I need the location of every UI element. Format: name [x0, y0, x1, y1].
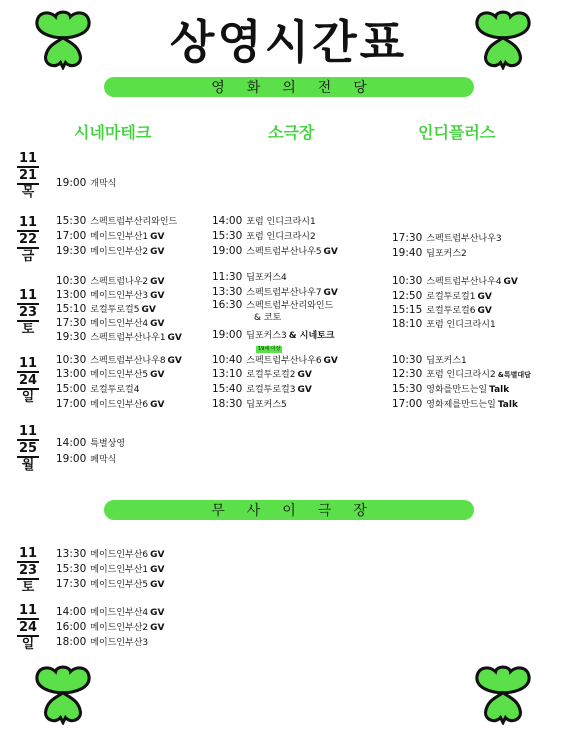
- schedule-entry: 15:40 로컬투로컬3 GV: [212, 383, 312, 395]
- schedule-entry: 19:00 폐막식: [56, 453, 117, 465]
- schedule-entry: 15:15 로컬투로컬6 GV: [392, 304, 492, 316]
- schedule-entry: 15:30 스펙트럼부산리와인드: [56, 215, 178, 227]
- column-header-indieplus: 인디플러스: [418, 123, 496, 142]
- section-title: 영화의전당: [211, 80, 389, 96]
- schedule-entry: 19:00 개막식: [56, 177, 117, 189]
- schedule-entry: 14:00 특별상영: [56, 437, 126, 449]
- schedule-entry: 10:30 스펙트럼부산나우4 GV: [392, 275, 518, 287]
- date-label: 11 23 토: [18, 546, 38, 595]
- age-rating-badge: 19세 이상: [258, 346, 281, 352]
- schedule-entry: 14:00 메이드인부산4 GV: [56, 606, 165, 618]
- schedule-entry: 13:00 메이드인부산3 GV: [56, 289, 165, 301]
- schedule-entry: 18:10 포럼 인디크라시1: [392, 318, 496, 330]
- schedule-entry: 10:30 딥포커스1: [392, 354, 467, 366]
- section-banner-cinema: [104, 77, 474, 97]
- date-label: 11 22 금: [18, 215, 38, 264]
- schedule-entry: 18:30 딥포커스5: [212, 398, 287, 410]
- schedule-entry: 13:30 메이드인부산6 GV: [56, 548, 165, 560]
- schedule-entry: 13:10 로컬투로컬2 GV: [212, 368, 312, 380]
- schedule-entry: 17:00 메이드인부산6 GV: [56, 398, 165, 410]
- schedule-entry: 10:30 스펙트럼나우2 GV: [56, 275, 165, 287]
- schedule-entry: 19:40 딥포커스2: [392, 247, 467, 259]
- schedule-entry: 19:30 메이드인부산2 GV: [56, 245, 165, 257]
- schedule-entry: 18:00 메이드인부산3: [56, 636, 149, 648]
- schedule-entry: 15:30 메이드인부산1 GV: [56, 563, 165, 575]
- column-header-small-theater: 소극장: [268, 123, 315, 142]
- schedule-entry: 17:30 메이드인부산5 GV: [56, 578, 165, 590]
- schedule-entry: 17:30 스펙트럼부산나우3: [392, 232, 502, 244]
- schedule-entry: 16:00 메이드인부산2 GV: [56, 621, 165, 633]
- schedule-entry: 11:30 딥포커스4: [212, 271, 287, 283]
- date-label: 11 21 목: [18, 151, 38, 200]
- schedule-entry: 15:10 로컬투로컬5 GV: [56, 303, 156, 315]
- schedule-entry: 15:30 영화를만드는일 Talk: [392, 383, 510, 395]
- page-title: 상영시간표: [169, 15, 408, 69]
- schedule-entry: 13:30 스펙트럼부산나우7 GV: [212, 286, 338, 298]
- schedule-entry: 19:30 스펙트럼부산나우1 GV: [56, 331, 182, 343]
- schedule-entry: 17:30 메이드인부산4 GV: [56, 317, 165, 329]
- clover-icon: [472, 663, 534, 725]
- schedule-entry: 13:00 메이드인부산5 GV: [56, 368, 165, 380]
- schedule-entry: 19:00 딥포커스3 & 시네토크: [212, 329, 335, 341]
- date-label: 11 23 토: [18, 288, 38, 337]
- schedule-entry: 15:30 포럼 인디크라시2: [212, 230, 316, 242]
- schedule-entry: 17:00 메이드인부산1 GV: [56, 230, 165, 242]
- schedule-entry: 17:00 영화제를만드는일 Talk: [392, 398, 518, 410]
- schedule-entry: 19:00 스펙트럼부산나우5 GV: [212, 245, 338, 257]
- schedule-entry: 16:30 스펙트럼부산리와인드 & 코토: [212, 299, 334, 323]
- schedule-entry: 12:30 포럼 인디크라시2 &특별대담: [392, 368, 531, 380]
- section-title: 무사이극장: [211, 503, 389, 519]
- schedule-entry: 15:00 로컬투로컬4: [56, 383, 140, 395]
- schedule-entry: 10:40 스펙트럼부산나우6 GV: [212, 354, 338, 366]
- section-banner-musai: [104, 500, 474, 520]
- date-label: 11 24 일: [18, 603, 38, 652]
- schedule-entry: 14:00 포럼 인디크라시1: [212, 215, 316, 227]
- column-header-cinematheque: 시네마테크: [74, 123, 152, 142]
- clover-icon: [32, 663, 94, 725]
- date-label: 11 24 일: [18, 356, 38, 405]
- schedule-entry: 10:30 스펙트럼부산나우8 GV: [56, 354, 182, 366]
- schedule-entry: 12:50 로컬투로컬1 GV: [392, 290, 492, 302]
- date-label: 11 25 월: [18, 424, 38, 473]
